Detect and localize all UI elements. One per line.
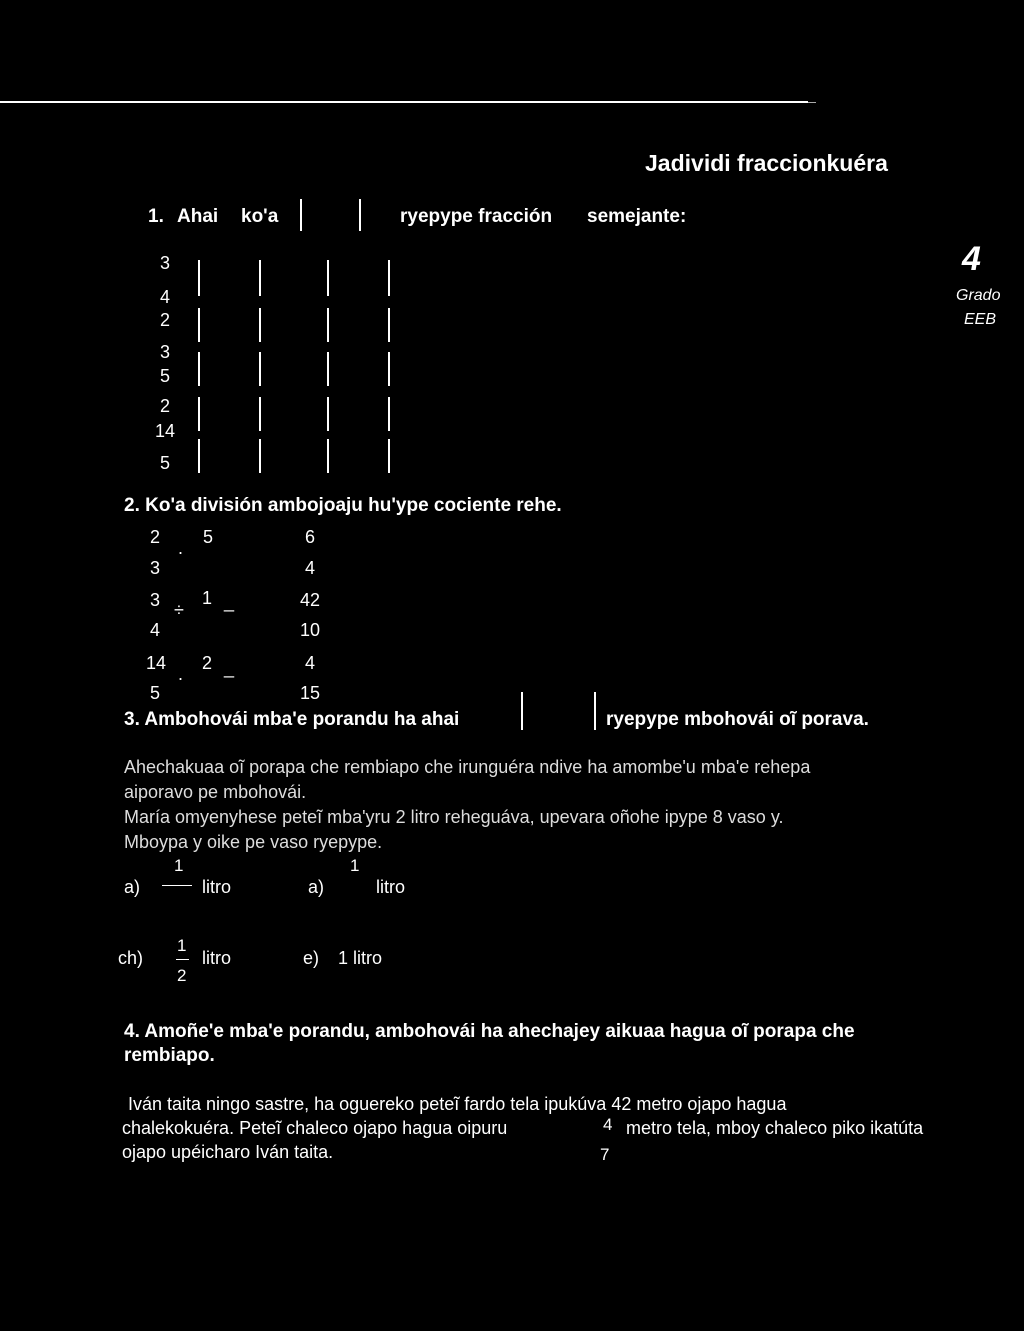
q1-grid-bar (259, 439, 261, 473)
q1-grid-bar (198, 439, 200, 473)
option-ch-label: ch) (118, 948, 144, 968)
q1-grid-bar (259, 352, 261, 386)
q3-instruction-line1: Ahechakuaa oĩ porapa che rembiapo che irunguéra ndive ha amombe'u mba'e rehepa (124, 757, 811, 777)
q3-blank-right (594, 692, 596, 730)
q1-grid-bar (327, 352, 329, 386)
q1-row-value: 5 (160, 366, 171, 386)
q2-r1-a: 2 (150, 527, 161, 547)
q1-grid-bar (198, 260, 200, 296)
q1-suffix: ryepype fracción (400, 206, 553, 227)
top-rule-tail (808, 102, 816, 103)
q1-grid-bar (327, 308, 329, 342)
q1-grid-bar (388, 308, 390, 342)
q1-grid-bar (198, 397, 200, 431)
option-ch-fraction-bar (176, 959, 189, 960)
q2-r1b-answer: 4 (305, 558, 316, 578)
q2-r3-eq: _ (224, 658, 235, 678)
q2-r2-b: 1 (202, 588, 213, 608)
option-a1-numerator: 1 (174, 856, 184, 875)
option-e-label: e) (303, 948, 320, 968)
q1-grid-bar (259, 308, 261, 342)
q2-r2-a: 3 (150, 590, 161, 610)
q1-grid-bar (259, 260, 261, 296)
q3-blank-left (521, 692, 523, 730)
q2-r3-op: . (178, 664, 184, 684)
q2-r1-b: 5 (203, 527, 214, 547)
q4-heading-line2: rembiapo. (124, 1045, 215, 1066)
q3-problem-line1: María omyenyhese peteĩ mba'yru 2 litro reheguáva, upevara oñohe ipype 8 vaso y. (124, 807, 784, 827)
q1-mid: ko'a (241, 206, 279, 227)
top-rule (0, 101, 808, 103)
q4-problem-line2a: chalekokuéra. Peteĩ chaleco ojapo hagua oipuru (122, 1118, 508, 1138)
q1-grid-bar (327, 439, 329, 473)
q4-fraction-numerator: 4 (603, 1115, 613, 1134)
q1-row-value: 4 (160, 287, 171, 307)
q2-r1-op: . (178, 538, 184, 558)
q2-r1b-a: 3 (150, 558, 161, 578)
q1-blank-right (359, 199, 361, 231)
q1-row-value: 3 (160, 342, 171, 362)
option-a1-unit: litro (202, 877, 232, 897)
q4-problem-line2b: metro tela, mboy chaleco piko ikatúta (626, 1118, 924, 1138)
q3-instruction-line2: aiporavo pe mbohovái. (124, 782, 307, 802)
q1-grid-bar (327, 260, 329, 296)
q1-grid-bar (327, 397, 329, 431)
q1-grid-bar (259, 397, 261, 431)
q1-row-value: 2 (160, 396, 171, 416)
q2-r2b-a: 4 (150, 620, 161, 640)
option-a1-label: a) (124, 877, 141, 897)
q1-end: semejante: (587, 206, 687, 227)
q2-r2b-answer: 10 (300, 620, 321, 640)
option-ch-unit: litro (202, 948, 232, 968)
option-ch-denominator: 2 (177, 966, 187, 985)
q1-grid-bar (198, 352, 200, 386)
q1-number: 1. (148, 206, 164, 227)
q1-grid-bar (388, 352, 390, 386)
option-a2-unit: litro (376, 877, 406, 897)
grade-label: Grado (956, 287, 1001, 304)
q2-r3b-a: 5 (150, 683, 161, 703)
q1-row-value: 5 (160, 453, 171, 473)
option-ch-numerator: 1 (177, 936, 187, 955)
grade-level: EEB (964, 311, 997, 328)
q4-fraction-denominator: 7 (600, 1145, 610, 1164)
q2-r1-answer: 6 (305, 527, 316, 547)
q2-r3-b: 2 (202, 653, 213, 673)
q2-r3-a: 14 (146, 653, 167, 673)
q4-problem-line3: ojapo upéicharo Iván taita. (122, 1142, 334, 1162)
q1-grid-bar (388, 260, 390, 296)
q2-r2-op: ÷ (174, 600, 184, 620)
q1-row-value: 2 (160, 310, 171, 330)
page-title: Jadividi fraccionkuéra (645, 150, 888, 176)
q1-row-value: 3 (160, 253, 171, 273)
q1-grid-bar (198, 308, 200, 342)
q4-heading-line1: 4. Amoñe'e mba'e porandu, ambohovái ha ahechajey aikuaa hagua oĩ porapa che (124, 1021, 855, 1042)
q4-problem-line1: Iván taita ningo sastre, ha oguereko peteĩ fardo tela ipukúva 42 metro ojapo hagua (128, 1094, 787, 1114)
q2-heading: 2. Ko'a división ambojoaju hu'ype cociente rehe. (124, 495, 562, 516)
q1-grid-bar (388, 397, 390, 431)
grade-number: 4 (962, 240, 981, 278)
q1-prefix: Ahai (177, 206, 219, 227)
q2-r2-answer: 42 (300, 590, 321, 610)
q1-grid-bar (388, 439, 390, 473)
q2-r3-answer: 4 (305, 653, 316, 673)
option-e-text: 1 litro (338, 948, 383, 968)
q2-r2-eq: _ (224, 592, 235, 612)
q3-problem-line2: Mboypa y oike pe vaso ryepype. (124, 832, 383, 852)
q1-row-value: 14 (155, 421, 176, 441)
option-a2-numerator: 1 (350, 856, 360, 875)
option-a2-label: a) (308, 877, 325, 897)
q3-heading-end: ryepype mbohovái oĩ porava. (606, 709, 869, 730)
option-a1-fraction-bar (162, 885, 192, 886)
q1-blank-left (300, 199, 302, 231)
q3-heading-start: 3. Ambohovái mba'e porandu ha ahai (124, 709, 460, 730)
q2-r3b-answer: 15 (300, 683, 321, 703)
